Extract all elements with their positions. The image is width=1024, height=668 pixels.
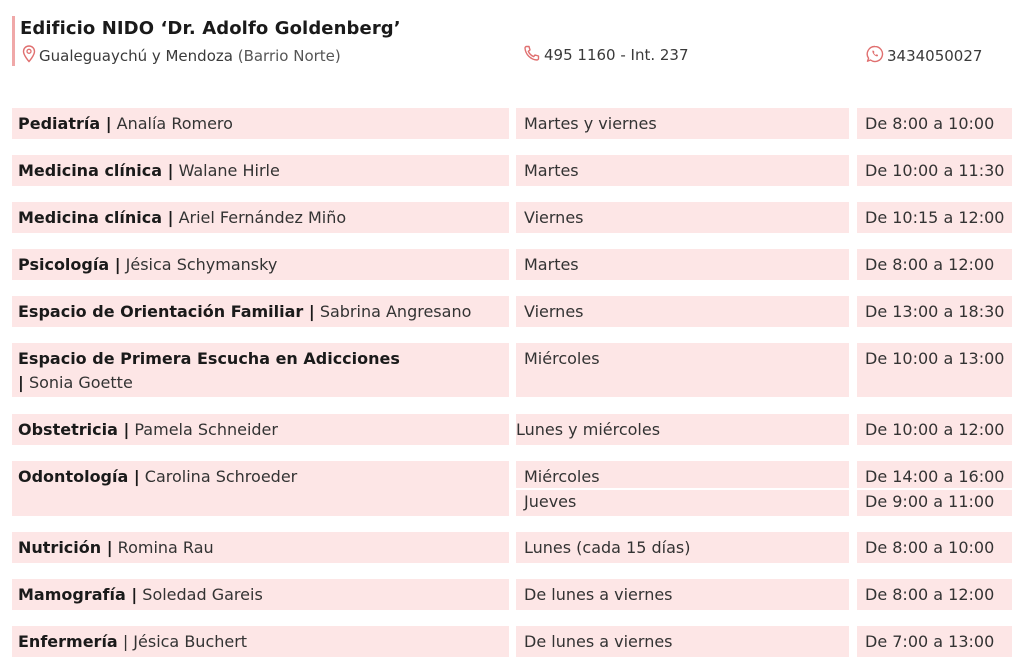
days-cell xyxy=(516,414,849,445)
days-cell xyxy=(516,296,849,327)
table-row xyxy=(12,249,509,280)
hours-cell xyxy=(857,202,1012,233)
hours: De 14:00 a 16:00 xyxy=(865,467,1005,486)
doctor-name: Sabrina Angresano xyxy=(319,302,472,321)
hours: De 13:00 a 18:30 xyxy=(865,302,1005,321)
hours: De 10:00 a 11:30 xyxy=(865,161,1005,180)
days-cell xyxy=(516,626,849,657)
days: Lunes y miércoles xyxy=(516,420,661,439)
phone-number[interactable]: 495 1160 - Int. 237 xyxy=(544,46,689,64)
doctor-name: Jésica Schymansky xyxy=(125,255,278,274)
table-row xyxy=(12,626,509,657)
days-cell xyxy=(516,249,849,280)
hours-cell xyxy=(857,108,1012,139)
specialty: Enfermería xyxy=(18,632,118,651)
specialty: Espacio de Orientación Familiar | xyxy=(18,302,315,321)
header-accent-bar xyxy=(12,16,15,66)
hours-cell xyxy=(857,461,1012,488)
address xyxy=(22,45,341,67)
doctor-name: Carolina Schroeder xyxy=(144,467,298,486)
hours-cell xyxy=(857,155,1012,186)
specialty: Nutrición | xyxy=(18,538,113,557)
days-cell xyxy=(516,108,849,139)
days-cell xyxy=(516,343,849,397)
specialty: Pediatría | xyxy=(18,114,112,133)
specialty: Medicina clínica | xyxy=(18,208,174,227)
hours-cell xyxy=(857,343,1012,397)
days: Martes y viernes xyxy=(524,114,657,133)
whatsapp-icon xyxy=(866,45,887,67)
days-cell xyxy=(516,579,849,610)
hours-cell xyxy=(857,490,1012,516)
days: Martes xyxy=(524,255,579,274)
hours: De 8:00 a 10:00 xyxy=(865,114,995,133)
days: Viernes xyxy=(524,302,584,321)
doctor-name: Romina Rau xyxy=(117,538,214,557)
specialty: Mamografía | xyxy=(18,585,138,604)
hours-cell xyxy=(857,532,1012,563)
hours-cell xyxy=(857,296,1012,327)
doctor-name: Soledad Gareis xyxy=(142,585,263,604)
specialty: Medicina clínica | xyxy=(18,161,174,180)
hours: De 10:00 a 13:00 xyxy=(865,349,1005,368)
specialty: Odontología | xyxy=(18,467,140,486)
whatsapp xyxy=(866,45,982,67)
doctor-name: Analía Romero xyxy=(116,114,233,133)
hours: De 8:00 a 12:00 xyxy=(865,255,995,274)
table-row xyxy=(12,155,509,186)
hours-cell xyxy=(857,626,1012,657)
hours-cell xyxy=(857,249,1012,280)
days-cell xyxy=(516,461,849,488)
table-row xyxy=(12,532,509,563)
hours: De 7:00 a 13:00 xyxy=(865,632,995,651)
specialty: Obstetricia | xyxy=(18,420,130,439)
days: Martes xyxy=(524,161,579,180)
hours: De 10:15 a 12:00 xyxy=(865,208,1005,227)
days-cell xyxy=(516,155,849,186)
doctor-name: | Jésica Buchert xyxy=(122,632,248,651)
address-note: (Barrio Norte) xyxy=(237,47,341,65)
doctor-name: Pamela Schneider xyxy=(134,420,278,439)
hours: De 9:00 a 11:00 xyxy=(865,492,995,511)
table-row xyxy=(12,579,509,610)
hours-cell xyxy=(857,414,1012,445)
location-pin-icon xyxy=(22,45,39,67)
table-row xyxy=(12,414,509,445)
doctor-name: Walane Hirle xyxy=(178,161,280,180)
table-row xyxy=(12,461,509,516)
days-cell xyxy=(516,532,849,563)
hours: De 8:00 a 12:00 xyxy=(865,585,995,604)
specialty: Espacio de Primera Escucha en Adicciones xyxy=(18,349,400,368)
days: De lunes a viernes xyxy=(524,632,673,651)
specialty: Psicología | xyxy=(18,255,121,274)
phone xyxy=(523,45,689,65)
days: Viernes xyxy=(524,208,584,227)
days-cell xyxy=(516,202,849,233)
phone-icon xyxy=(523,45,544,65)
table-row xyxy=(12,343,509,397)
days: De lunes a viernes xyxy=(524,585,673,604)
whatsapp-number[interactable]: 3434050027 xyxy=(887,47,983,65)
hours: De 10:00 a 12:00 xyxy=(865,420,1005,439)
doctor-name: Sonia Goette xyxy=(28,373,133,392)
days: Miércoles xyxy=(524,349,600,368)
address-main: Gualeguaychú y Mendoza xyxy=(39,47,233,65)
hours-cell xyxy=(857,579,1012,610)
table-row xyxy=(12,296,509,327)
table-row xyxy=(12,202,509,233)
days-cell xyxy=(516,490,849,516)
table-row xyxy=(12,108,509,139)
specialty-separator: | xyxy=(18,373,24,392)
doctor-name: Ariel Fernández Miño xyxy=(178,208,347,227)
page-title: Edificio NIDO ‘Dr. Adolfo Goldenberg’ xyxy=(20,18,401,39)
days: Miércoles xyxy=(524,467,600,486)
hours: De 8:00 a 10:00 xyxy=(865,538,995,557)
days: Jueves xyxy=(524,492,577,511)
days: Lunes (cada 15 días) xyxy=(524,538,691,557)
